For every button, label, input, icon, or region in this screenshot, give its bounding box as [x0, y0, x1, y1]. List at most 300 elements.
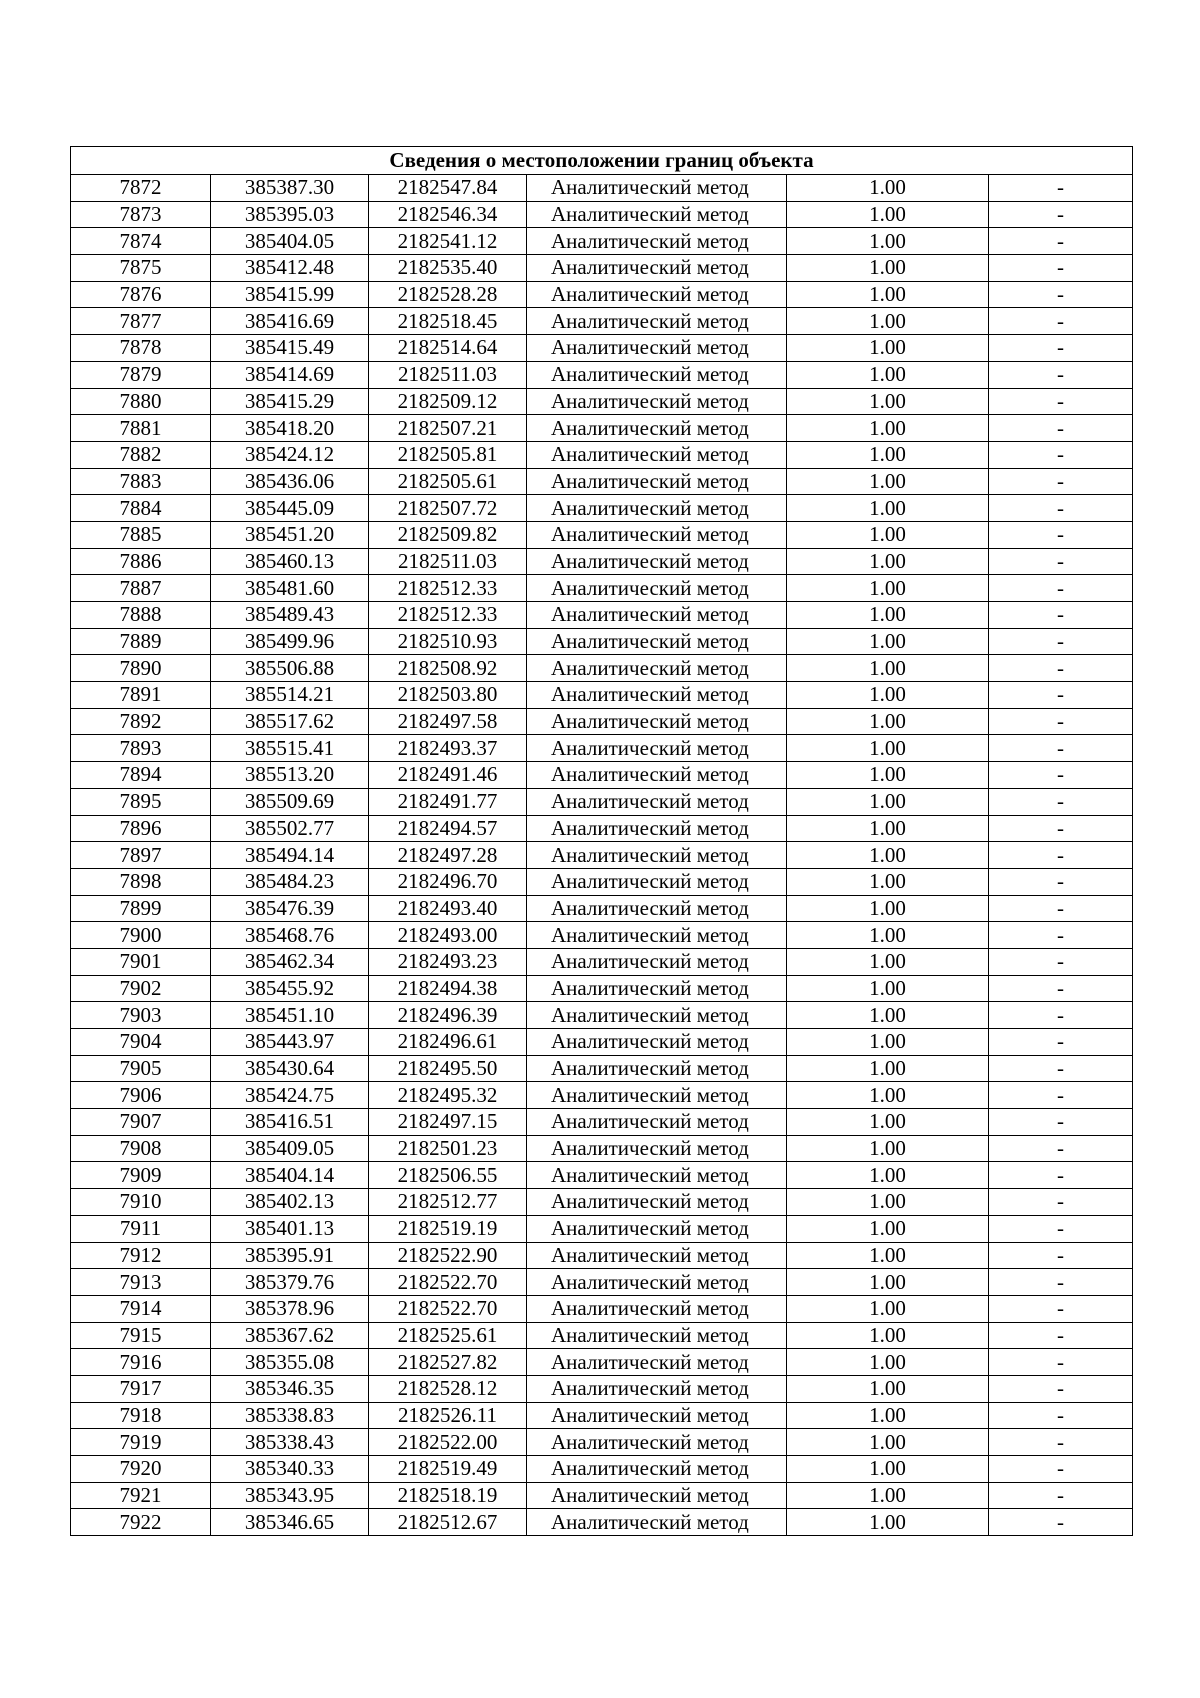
accuracy-cell: 1.00 [787, 1242, 989, 1269]
x-coordinate-cell: 385451.10 [211, 1002, 369, 1029]
description-cell: - [989, 602, 1133, 629]
method-cell: Аналитический метод [527, 868, 787, 895]
x-coordinate-cell: 385402.13 [211, 1189, 369, 1216]
point-number-cell: 7895 [71, 788, 211, 815]
accuracy-cell: 1.00 [787, 1509, 989, 1536]
method-cell: Аналитический метод [527, 1082, 787, 1109]
table-row [71, 1055, 1133, 1082]
table-row [71, 521, 1133, 548]
point-number-cell: 7901 [71, 948, 211, 975]
method-cell: Аналитический метод [527, 815, 787, 842]
accuracy-cell: 1.00 [787, 175, 989, 202]
y-coordinate-cell: 2182528.12 [369, 1375, 527, 1402]
y-coordinate-cell: 2182512.77 [369, 1189, 527, 1216]
description-cell: - [989, 735, 1133, 762]
point-number-cell: 7911 [71, 1215, 211, 1242]
point-number-cell: 7886 [71, 548, 211, 575]
y-coordinate-cell: 2182527.82 [369, 1349, 527, 1376]
accuracy-cell: 1.00 [787, 255, 989, 282]
y-coordinate-cell: 2182503.80 [369, 682, 527, 709]
y-coordinate-cell: 2182491.77 [369, 788, 527, 815]
method-cell: Аналитический метод [527, 922, 787, 949]
method-cell: Аналитический метод [527, 1029, 787, 1056]
x-coordinate-cell: 385502.77 [211, 815, 369, 842]
x-coordinate-cell: 385415.29 [211, 388, 369, 415]
y-coordinate-cell: 2182493.37 [369, 735, 527, 762]
x-coordinate-cell: 385489.43 [211, 602, 369, 629]
point-number-cell: 7902 [71, 975, 211, 1002]
x-coordinate-cell: 385462.34 [211, 948, 369, 975]
y-coordinate-cell: 2182495.50 [369, 1055, 527, 1082]
method-cell: Аналитический метод [527, 575, 787, 602]
accuracy-cell: 1.00 [787, 655, 989, 682]
method-cell: Аналитический метод [527, 602, 787, 629]
description-cell: - [989, 548, 1133, 575]
method-cell: Аналитический метод [527, 281, 787, 308]
accuracy-cell: 1.00 [787, 415, 989, 442]
y-coordinate-cell: 2182512.67 [369, 1509, 527, 1536]
method-cell: Аналитический метод [527, 788, 787, 815]
y-coordinate-cell: 2182528.28 [369, 281, 527, 308]
method-cell: Аналитический метод [527, 175, 787, 202]
point-number-cell: 7875 [71, 255, 211, 282]
y-coordinate-cell: 2182493.40 [369, 895, 527, 922]
y-coordinate-cell: 2182518.45 [369, 308, 527, 335]
description-cell: - [989, 868, 1133, 895]
point-number-cell: 7891 [71, 682, 211, 709]
table-row [71, 201, 1133, 228]
description-cell: - [989, 175, 1133, 202]
table-row [71, 441, 1133, 468]
table-row [71, 575, 1133, 602]
y-coordinate-cell: 2182491.46 [369, 762, 527, 789]
description-cell: - [989, 788, 1133, 815]
y-coordinate-cell: 2182506.55 [369, 1162, 527, 1189]
x-coordinate-cell: 385416.69 [211, 308, 369, 335]
x-coordinate-cell: 385517.62 [211, 708, 369, 735]
description-cell: - [989, 521, 1133, 548]
y-coordinate-cell: 2182493.23 [369, 948, 527, 975]
x-coordinate-cell: 385395.91 [211, 1242, 369, 1269]
accuracy-cell: 1.00 [787, 1189, 989, 1216]
accuracy-cell: 1.00 [787, 708, 989, 735]
table-row [71, 1215, 1133, 1242]
method-cell: Аналитический метод [527, 682, 787, 709]
method-cell: Аналитический метод [527, 1482, 787, 1509]
accuracy-cell: 1.00 [787, 201, 989, 228]
method-cell: Аналитический метод [527, 762, 787, 789]
accuracy-cell: 1.00 [787, 1429, 989, 1456]
description-cell: - [989, 388, 1133, 415]
x-coordinate-cell: 385509.69 [211, 788, 369, 815]
table-row [71, 335, 1133, 362]
method-cell: Аналитический метод [527, 1055, 787, 1082]
method-cell: Аналитический метод [527, 1189, 787, 1216]
x-coordinate-cell: 385445.09 [211, 495, 369, 522]
table-body [71, 147, 1133, 1536]
point-number-cell: 7881 [71, 415, 211, 442]
point-number-cell: 7905 [71, 1055, 211, 1082]
method-cell: Аналитический метод [527, 468, 787, 495]
table-row [71, 815, 1133, 842]
method-cell: Аналитический метод [527, 548, 787, 575]
y-coordinate-cell: 2182496.39 [369, 1002, 527, 1029]
method-cell: Аналитический метод [527, 735, 787, 762]
y-coordinate-cell: 2182508.92 [369, 655, 527, 682]
description-cell: - [989, 308, 1133, 335]
x-coordinate-cell: 385436.06 [211, 468, 369, 495]
point-number-cell: 7920 [71, 1456, 211, 1483]
table-row [71, 495, 1133, 522]
table-row [71, 1269, 1133, 1296]
description-cell: - [989, 1482, 1133, 1509]
point-number-cell: 7872 [71, 175, 211, 202]
point-number-cell: 7887 [71, 575, 211, 602]
table-row [71, 1082, 1133, 1109]
description-cell: - [989, 1135, 1133, 1162]
description-cell: - [989, 415, 1133, 442]
x-coordinate-cell: 385506.88 [211, 655, 369, 682]
accuracy-cell: 1.00 [787, 335, 989, 362]
description-cell: - [989, 228, 1133, 255]
method-cell: Аналитический метод [527, 1242, 787, 1269]
accuracy-cell: 1.00 [787, 1402, 989, 1429]
y-coordinate-cell: 2182519.49 [369, 1456, 527, 1483]
accuracy-cell: 1.00 [787, 1162, 989, 1189]
accuracy-cell: 1.00 [787, 308, 989, 335]
y-coordinate-cell: 2182511.03 [369, 361, 527, 388]
description-cell: - [989, 1162, 1133, 1189]
accuracy-cell: 1.00 [787, 1269, 989, 1296]
point-number-cell: 7880 [71, 388, 211, 415]
accuracy-cell: 1.00 [787, 922, 989, 949]
point-number-cell: 7904 [71, 1029, 211, 1056]
table-row [71, 255, 1133, 282]
accuracy-cell: 1.00 [787, 788, 989, 815]
table-row [71, 602, 1133, 629]
point-number-cell: 7876 [71, 281, 211, 308]
table-row [71, 468, 1133, 495]
method-cell: Аналитический метод [527, 415, 787, 442]
x-coordinate-cell: 385343.95 [211, 1482, 369, 1509]
x-coordinate-cell: 385514.21 [211, 682, 369, 709]
table-title: Сведения о местоположении границ объекта [71, 147, 1133, 175]
point-number-cell: 7922 [71, 1509, 211, 1536]
description-cell: - [989, 842, 1133, 869]
boundary-coordinates-table [70, 146, 1133, 1536]
description-cell: - [989, 1109, 1133, 1136]
description-cell: - [989, 975, 1133, 1002]
method-cell: Аналитический метод [527, 255, 787, 282]
y-coordinate-cell: 2182495.32 [369, 1082, 527, 1109]
point-number-cell: 7906 [71, 1082, 211, 1109]
method-cell: Аналитический метод [527, 1269, 787, 1296]
table-row [71, 895, 1133, 922]
y-coordinate-cell: 2182535.40 [369, 255, 527, 282]
x-coordinate-cell: 385515.41 [211, 735, 369, 762]
x-coordinate-cell: 385387.30 [211, 175, 369, 202]
x-coordinate-cell: 385430.64 [211, 1055, 369, 1082]
description-cell: - [989, 335, 1133, 362]
accuracy-cell: 1.00 [787, 1215, 989, 1242]
point-number-cell: 7889 [71, 628, 211, 655]
accuracy-cell: 1.00 [787, 762, 989, 789]
method-cell: Аналитический метод [527, 1002, 787, 1029]
description-cell: - [989, 1322, 1133, 1349]
y-coordinate-cell: 2182496.61 [369, 1029, 527, 1056]
table-row [71, 1375, 1133, 1402]
accuracy-cell: 1.00 [787, 1375, 989, 1402]
description-cell: - [989, 1295, 1133, 1322]
x-coordinate-cell: 385404.05 [211, 228, 369, 255]
accuracy-cell: 1.00 [787, 868, 989, 895]
method-cell: Аналитический метод [527, 708, 787, 735]
y-coordinate-cell: 2182493.00 [369, 922, 527, 949]
point-number-cell: 7893 [71, 735, 211, 762]
y-coordinate-cell: 2182518.19 [369, 1482, 527, 1509]
table-row [71, 308, 1133, 335]
x-coordinate-cell: 385424.12 [211, 441, 369, 468]
x-coordinate-cell: 385476.39 [211, 895, 369, 922]
description-cell: - [989, 1375, 1133, 1402]
point-number-cell: 7897 [71, 842, 211, 869]
method-cell: Аналитический метод [527, 388, 787, 415]
description-cell: - [989, 1082, 1133, 1109]
method-cell: Аналитический метод [527, 1135, 787, 1162]
x-coordinate-cell: 385401.13 [211, 1215, 369, 1242]
table-row [71, 922, 1133, 949]
x-coordinate-cell: 385415.49 [211, 335, 369, 362]
table-row [71, 361, 1133, 388]
accuracy-cell: 1.00 [787, 1109, 989, 1136]
point-number-cell: 7915 [71, 1322, 211, 1349]
method-cell: Аналитический метод [527, 308, 787, 335]
y-coordinate-cell: 2182541.12 [369, 228, 527, 255]
x-coordinate-cell: 385346.65 [211, 1509, 369, 1536]
description-cell: - [989, 708, 1133, 735]
point-number-cell: 7874 [71, 228, 211, 255]
method-cell: Аналитический метод [527, 1402, 787, 1429]
point-number-cell: 7900 [71, 922, 211, 949]
description-cell: - [989, 815, 1133, 842]
y-coordinate-cell: 2182509.12 [369, 388, 527, 415]
accuracy-cell: 1.00 [787, 895, 989, 922]
method-cell: Аналитический метод [527, 1109, 787, 1136]
description-cell: - [989, 361, 1133, 388]
description-cell: - [989, 441, 1133, 468]
y-coordinate-cell: 2182522.70 [369, 1295, 527, 1322]
method-cell: Аналитический метод [527, 628, 787, 655]
x-coordinate-cell: 385409.05 [211, 1135, 369, 1162]
method-cell: Аналитический метод [527, 975, 787, 1002]
accuracy-cell: 1.00 [787, 1349, 989, 1376]
table-row [71, 1456, 1133, 1483]
accuracy-cell: 1.00 [787, 682, 989, 709]
table-title-row [71, 147, 1133, 175]
table-row [71, 628, 1133, 655]
y-coordinate-cell: 2182522.00 [369, 1429, 527, 1456]
point-number-cell: 7913 [71, 1269, 211, 1296]
accuracy-cell: 1.00 [787, 1482, 989, 1509]
description-cell: - [989, 762, 1133, 789]
x-coordinate-cell: 385338.83 [211, 1402, 369, 1429]
point-number-cell: 7917 [71, 1375, 211, 1402]
y-coordinate-cell: 2182546.34 [369, 201, 527, 228]
y-coordinate-cell: 2182514.64 [369, 335, 527, 362]
y-coordinate-cell: 2182522.70 [369, 1269, 527, 1296]
y-coordinate-cell: 2182497.58 [369, 708, 527, 735]
method-cell: Аналитический метод [527, 842, 787, 869]
x-coordinate-cell: 385468.76 [211, 922, 369, 949]
point-number-cell: 7918 [71, 1402, 211, 1429]
accuracy-cell: 1.00 [787, 441, 989, 468]
x-coordinate-cell: 385451.20 [211, 521, 369, 548]
method-cell: Аналитический метод [527, 1295, 787, 1322]
accuracy-cell: 1.00 [787, 281, 989, 308]
accuracy-cell: 1.00 [787, 1029, 989, 1056]
accuracy-cell: 1.00 [787, 228, 989, 255]
description-cell: - [989, 1509, 1133, 1536]
method-cell: Аналитический метод [527, 1456, 787, 1483]
x-coordinate-cell: 385340.33 [211, 1456, 369, 1483]
x-coordinate-cell: 385424.75 [211, 1082, 369, 1109]
x-coordinate-cell: 385395.03 [211, 201, 369, 228]
method-cell: Аналитический метод [527, 441, 787, 468]
accuracy-cell: 1.00 [787, 815, 989, 842]
y-coordinate-cell: 2182512.33 [369, 602, 527, 629]
table-row [71, 175, 1133, 202]
point-number-cell: 7909 [71, 1162, 211, 1189]
y-coordinate-cell: 2182494.57 [369, 815, 527, 842]
x-coordinate-cell: 385418.20 [211, 415, 369, 442]
method-cell: Аналитический метод [527, 1429, 787, 1456]
point-number-cell: 7879 [71, 361, 211, 388]
table-row [71, 228, 1133, 255]
description-cell: - [989, 1029, 1133, 1056]
table-row [71, 1002, 1133, 1029]
description-cell: - [989, 1429, 1133, 1456]
description-cell: - [989, 201, 1133, 228]
x-coordinate-cell: 385460.13 [211, 548, 369, 575]
method-cell: Аналитический метод [527, 1375, 787, 1402]
description-cell: - [989, 895, 1133, 922]
accuracy-cell: 1.00 [787, 521, 989, 548]
point-number-cell: 7885 [71, 521, 211, 548]
x-coordinate-cell: 385414.69 [211, 361, 369, 388]
description-cell: - [989, 922, 1133, 949]
point-number-cell: 7898 [71, 868, 211, 895]
x-coordinate-cell: 385416.51 [211, 1109, 369, 1136]
accuracy-cell: 1.00 [787, 548, 989, 575]
point-number-cell: 7903 [71, 1002, 211, 1029]
point-number-cell: 7908 [71, 1135, 211, 1162]
table-row [71, 1135, 1133, 1162]
table-row [71, 1402, 1133, 1429]
x-coordinate-cell: 385494.14 [211, 842, 369, 869]
method-cell: Аналитический метод [527, 1215, 787, 1242]
x-coordinate-cell: 385404.14 [211, 1162, 369, 1189]
point-number-cell: 7888 [71, 602, 211, 629]
point-number-cell: 7883 [71, 468, 211, 495]
point-number-cell: 7890 [71, 655, 211, 682]
table-row [71, 1429, 1133, 1456]
x-coordinate-cell: 385338.43 [211, 1429, 369, 1456]
accuracy-cell: 1.00 [787, 1055, 989, 1082]
y-coordinate-cell: 2182509.82 [369, 521, 527, 548]
description-cell: - [989, 1189, 1133, 1216]
y-coordinate-cell: 2182507.21 [369, 415, 527, 442]
table-row [71, 1242, 1133, 1269]
table-row [71, 975, 1133, 1002]
point-number-cell: 7919 [71, 1429, 211, 1456]
method-cell: Аналитический метод [527, 495, 787, 522]
table-row [71, 655, 1133, 682]
table-row [71, 735, 1133, 762]
x-coordinate-cell: 385367.62 [211, 1322, 369, 1349]
point-number-cell: 7910 [71, 1189, 211, 1216]
point-number-cell: 7896 [71, 815, 211, 842]
accuracy-cell: 1.00 [787, 361, 989, 388]
point-number-cell: 7892 [71, 708, 211, 735]
description-cell: - [989, 1002, 1133, 1029]
description-cell: - [989, 1269, 1133, 1296]
y-coordinate-cell: 2182497.28 [369, 842, 527, 869]
description-cell: - [989, 1402, 1133, 1429]
description-cell: - [989, 655, 1133, 682]
point-number-cell: 7916 [71, 1349, 211, 1376]
x-coordinate-cell: 385513.20 [211, 762, 369, 789]
x-coordinate-cell: 385355.08 [211, 1349, 369, 1376]
accuracy-cell: 1.00 [787, 842, 989, 869]
x-coordinate-cell: 385443.97 [211, 1029, 369, 1056]
table-row [71, 388, 1133, 415]
accuracy-cell: 1.00 [787, 975, 989, 1002]
table-row [71, 1162, 1133, 1189]
method-cell: Аналитический метод [527, 895, 787, 922]
point-number-cell: 7873 [71, 201, 211, 228]
point-number-cell: 7877 [71, 308, 211, 335]
method-cell: Аналитический метод [527, 361, 787, 388]
accuracy-cell: 1.00 [787, 948, 989, 975]
point-number-cell: 7921 [71, 1482, 211, 1509]
table-row [71, 1109, 1133, 1136]
method-cell: Аналитический метод [527, 948, 787, 975]
x-coordinate-cell: 385499.96 [211, 628, 369, 655]
method-cell: Аналитический метод [527, 1509, 787, 1536]
point-number-cell: 7912 [71, 1242, 211, 1269]
x-coordinate-cell: 385481.60 [211, 575, 369, 602]
method-cell: Аналитический метод [527, 201, 787, 228]
table-row [71, 281, 1133, 308]
y-coordinate-cell: 2182505.81 [369, 441, 527, 468]
x-coordinate-cell: 385455.92 [211, 975, 369, 1002]
accuracy-cell: 1.00 [787, 468, 989, 495]
accuracy-cell: 1.00 [787, 1456, 989, 1483]
table-row [71, 1482, 1133, 1509]
accuracy-cell: 1.00 [787, 388, 989, 415]
y-coordinate-cell: 2182501.23 [369, 1135, 527, 1162]
accuracy-cell: 1.00 [787, 1135, 989, 1162]
description-cell: - [989, 575, 1133, 602]
method-cell: Аналитический метод [527, 1322, 787, 1349]
table-row [71, 788, 1133, 815]
x-coordinate-cell: 385378.96 [211, 1295, 369, 1322]
accuracy-cell: 1.00 [787, 1322, 989, 1349]
accuracy-cell: 1.00 [787, 1002, 989, 1029]
y-coordinate-cell: 2182510.93 [369, 628, 527, 655]
point-number-cell: 7894 [71, 762, 211, 789]
y-coordinate-cell: 2182522.90 [369, 1242, 527, 1269]
